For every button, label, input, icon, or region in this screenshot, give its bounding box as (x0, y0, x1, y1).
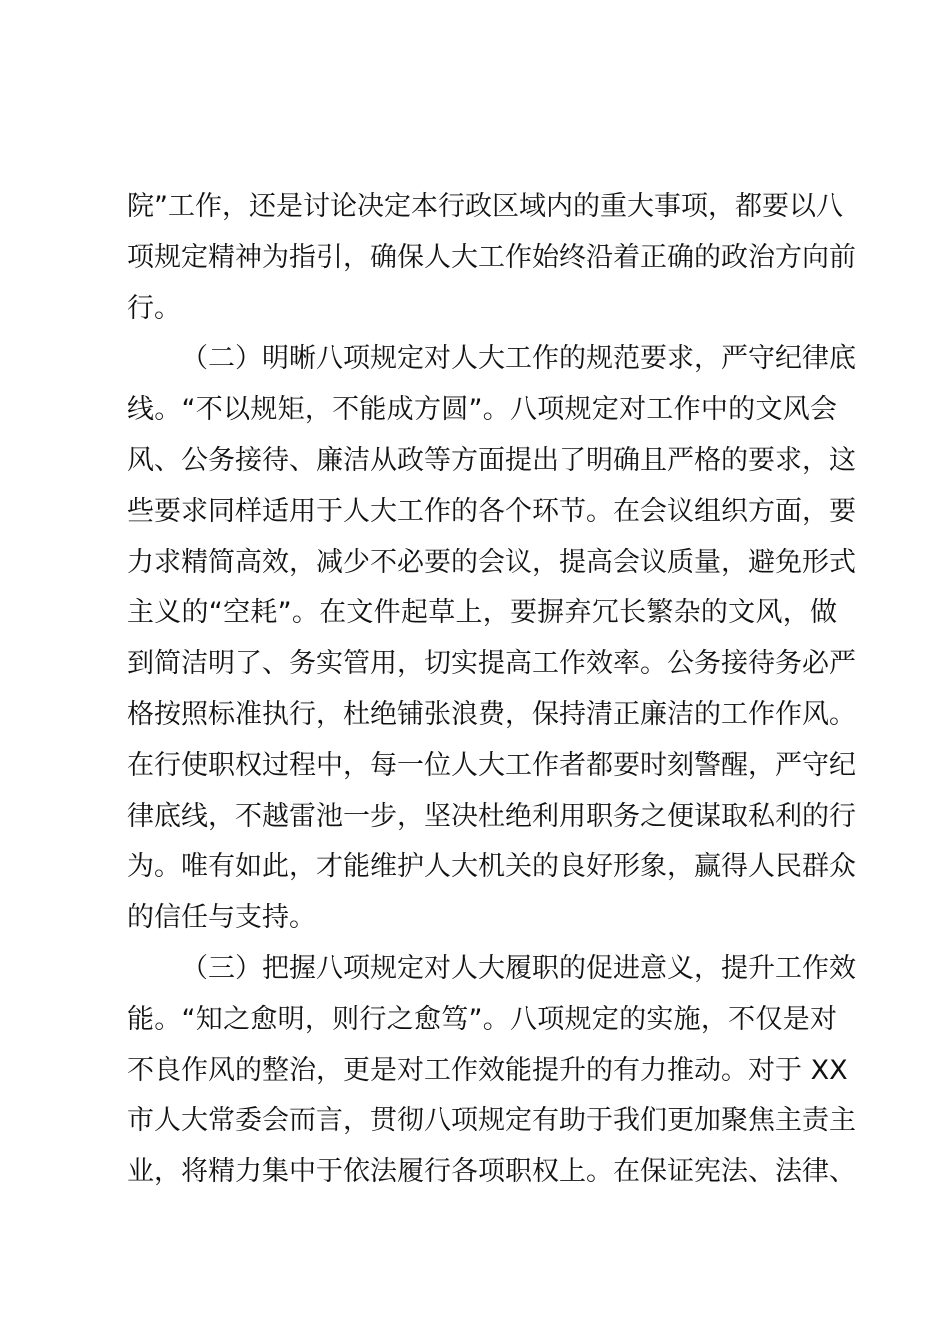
text-line: 院”工作，还是讨论决定本行政区域内的重大事项，都要以八 (127, 191, 843, 222)
text-line: 市人大常委会而言，贯彻八项规定有助于我们更加聚焦主责主 (127, 1105, 856, 1137)
text-line: 不良作风的整治，更是对工作效能提升的有力推动。对于 XX (127, 1054, 848, 1086)
text-line: 些要求同样适用于人大工作的各个环节。在会议组织方面，要 (127, 495, 856, 527)
section-heading-3: （三）把握八项规定对人大履职的促进意义，提升工作效 (181, 952, 856, 984)
text-line: 风、公务接待、廉洁从政等方面提出了明确且严格的要求，这 (127, 444, 856, 476)
text-line: 行。 (127, 292, 181, 324)
text-line: 到简洁明了、务实管用，切实提高工作效率。公务接待务必严 (127, 648, 856, 680)
text-line: 的信任与支持。 (127, 902, 316, 934)
text-line: 律底线，不越雷池一步，坚决杜绝利用职务之便谋取私利的行 (127, 800, 856, 832)
text-line: 主义的“空耗”。在文件起草上，要摒弃冗长繁杂的文风，做 (127, 597, 837, 629)
text-line: 格按照标准执行，杜绝铺张浪费，保持清正廉洁的工作作风。 (127, 698, 856, 730)
text-line: 能。“知之愈明，则行之愈笃”。八项规定的实施，不仅是对 (127, 1003, 837, 1035)
text-line: 力求精简高效，减少不必要的会议，提高会议质量，避免形式 (127, 546, 856, 578)
text-line: 项规定精神为指引，确保人大工作始终沿着正确的政治方向前 (127, 241, 856, 273)
section-heading-2: （二）明晰八项规定对人大工作的规范要求，严守纪律底 (181, 343, 856, 375)
text-line: 在行使职权过程中，每一位人大工作者都要时刻警醒，严守纪 (127, 749, 856, 781)
text-line: 为。唯有如此，才能维护人大机关的良好形象，赢得人民群众 (127, 851, 856, 883)
text-line: 业，将精力集中于依法履行各项职权上。在保证宪法、法律、 (127, 1156, 856, 1188)
text-line: 线。“不以规矩，不能成方圆”。八项规定对工作中的文风会 (127, 394, 837, 426)
body-text (127, 182, 856, 1198)
